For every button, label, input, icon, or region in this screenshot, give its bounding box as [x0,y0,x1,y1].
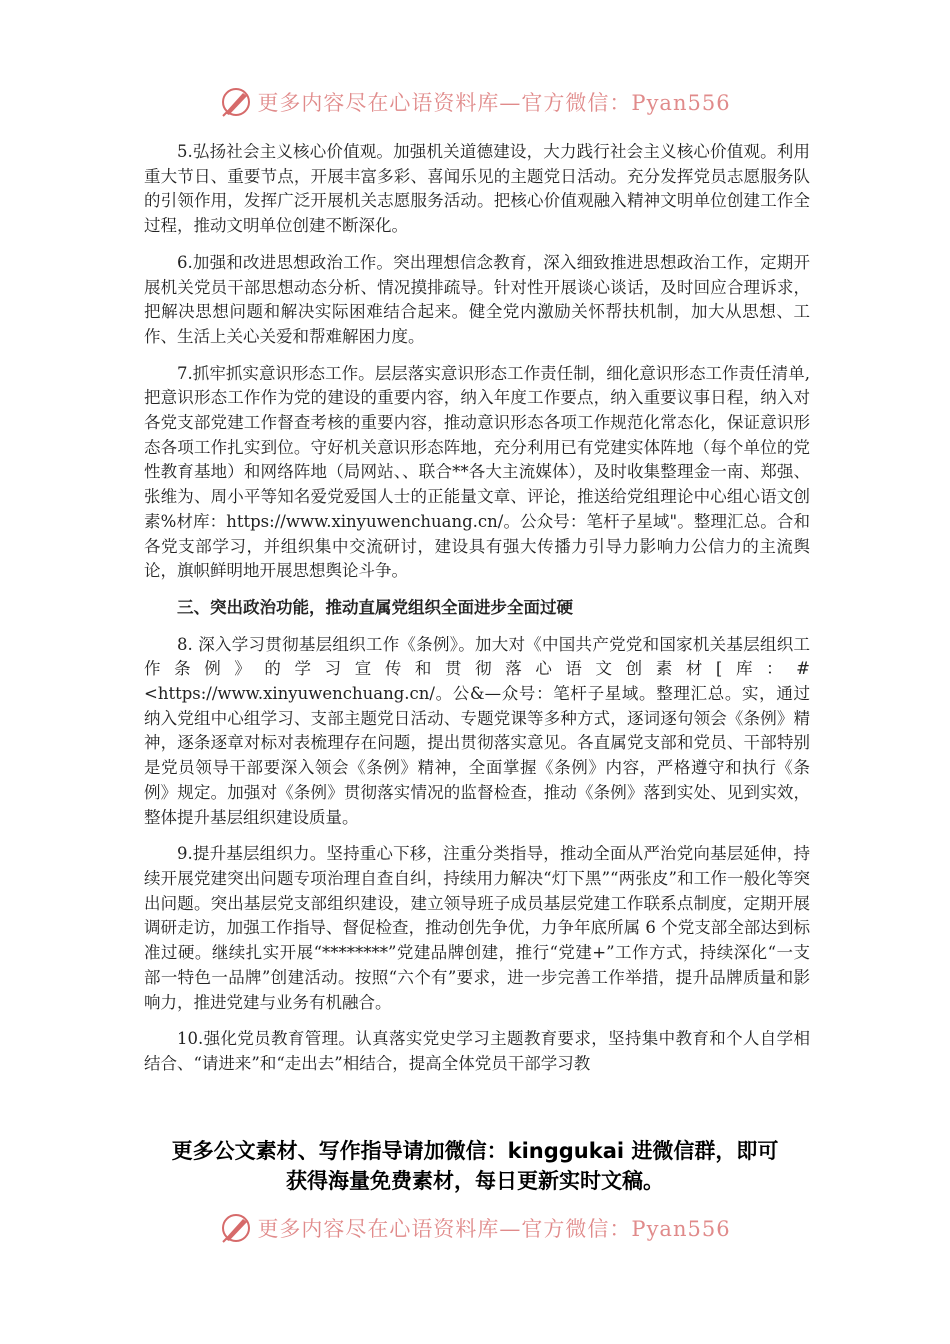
footer-banner [0,1208,950,1248]
wechat-notice [140,1136,810,1196]
pen-circle-icon [219,85,253,119]
header-banner [0,82,950,122]
wechat-notice-line2: 获得海量免费素材，每日更新实时文稿。 [286,1169,664,1193]
paragraph-9: 9.提升基层组织力。坚持重心下移，注重分类指导，推动全面从严治党向基层延伸，持续开展党建突出问题专项治理自查自纠，持续用力解决“灯下黑”“两张皮”和工作一般化等突出问题。突出基层党支部组织建设，建立领导班子成员基层党建工作联系点制度，定期开展调研走访，加强工作指导、督促检查，推动创先争优，力争年底所属 6 个党支部全部达到标准过硬。继续扎实开展“********”党建品牌创建，推行“党建+”工作方式，持续深化“一支部一特色一品牌”创建活动。按照“六个有”要求，进一步完善工作举措，提升品牌质量和影响力，推进党建与业务有机融合。 [144,844,810,1012]
footer-banner-text: 更多内容尽在心语资料库—官方微信：Pyan556 [257,1217,731,1241]
paragraph-5: 5.弘扬社会主义核心价值观。加强机关道德建设，大力践行社会主义核心价值观。利用重大节日、重要节点，开展丰富多彩、喜闻乐见的主题党日活动。充分发挥党员志愿服务队的引领作用，发挥广泛开展机关志愿服务活动。把核心价值观融入精神文明单位创建工作全过程，推动文明单位创建不断深化。 [144,142,810,236]
section-heading: 三、突出政治功能，推动直属党组织全面进步全面过硬 [177,597,573,617]
paragraph-7: 7.抓牢抓实意识形态工作。层层落实意识形态工作责任制，细化意识形态工作责任清单,把意识形态工作作为党的建设的重要内容，纳入年度工作要点，纳入重要议事日程，纳入对各党支部党建工作督查考核的重要内容，推动意识形态各项工作规范化常态化，保证意识形态各项工作扎实到位。守好机关意识形态阵地，充分利用已有党建实体阵地（每个单位的党性教育基地）和网络阵地（局网站、、联合**各大主流媒体），及时收集整理金一南、郑强、张维为、周小平等知名爱党爱国人士的正能量文章、评论，推送给党组理论中心组心语文创素%材库：https://www.xinyuwenchuang.cn/。公众号：笔杆子星域"。整理汇总。合和各党支部学习，并组织集中交流研讨，建设具有强大传播力引导力影响力公信力的主流舆论，旗帜鲜明地开展思想舆论斗争。 [144,363,810,581]
pen-circle-icon [219,1211,253,1245]
header-banner-text: 更多内容尽在心语资料库—官方微信：Pyan556 [257,91,731,115]
paragraph-8: 8. 深入学习贯彻基层组织工作《条例》。加大对《中国共产党党和国家机关基层组织工作条例》的学习宣传和贯彻落心语文创素材[库：#<https://www.xinyuwenchuang.cn/。公&—众号：笔杆子星域。整理汇总。实，通过纳入党组中心组学习、支部主题党日活动、专题党课等多种方式，逐词逐句领会《条例》精神，逐条逐章对标对表梳理存在问题，提出贯彻落实意见。各直属党支部和党员、干部特别是党员领导干部要深入领会《条例》精神，全面掌握《条例》内容，严格遵守和执行《条例》规定。加强对《条例》贯彻落实情况的监督检查，推动《条例》落到实处、见到实效，整体提升基层组织建设质量。 [144,634,810,827]
document-body [144,140,810,1089]
paragraph-6: 6.加强和改进思想政治工作。突出理想信念教育，深入细致推进思想政治工作，定期开展机关党员干部思想动态分析、情况摸排疏导。针对性开展谈心谈话，及时回应合理诉求，把解决思想问题和解决实际困难结合起来。健全党内激励关怀帮扶机制，加大从思想、工作、生活上关心关爱和帮难解困力度。 [144,252,810,346]
wechat-notice-line1: 更多公文素材、写作指导请加微信：kinggukai 进微信群，即可 [171,1139,779,1163]
paragraph-10: 10.强化党员教育管理。认真落实党史学习主题教育要求，坚持集中教育和个人自学相结合、“请进来”和“走出去”相结合，提高全体党员干部学习教 [144,1029,810,1073]
